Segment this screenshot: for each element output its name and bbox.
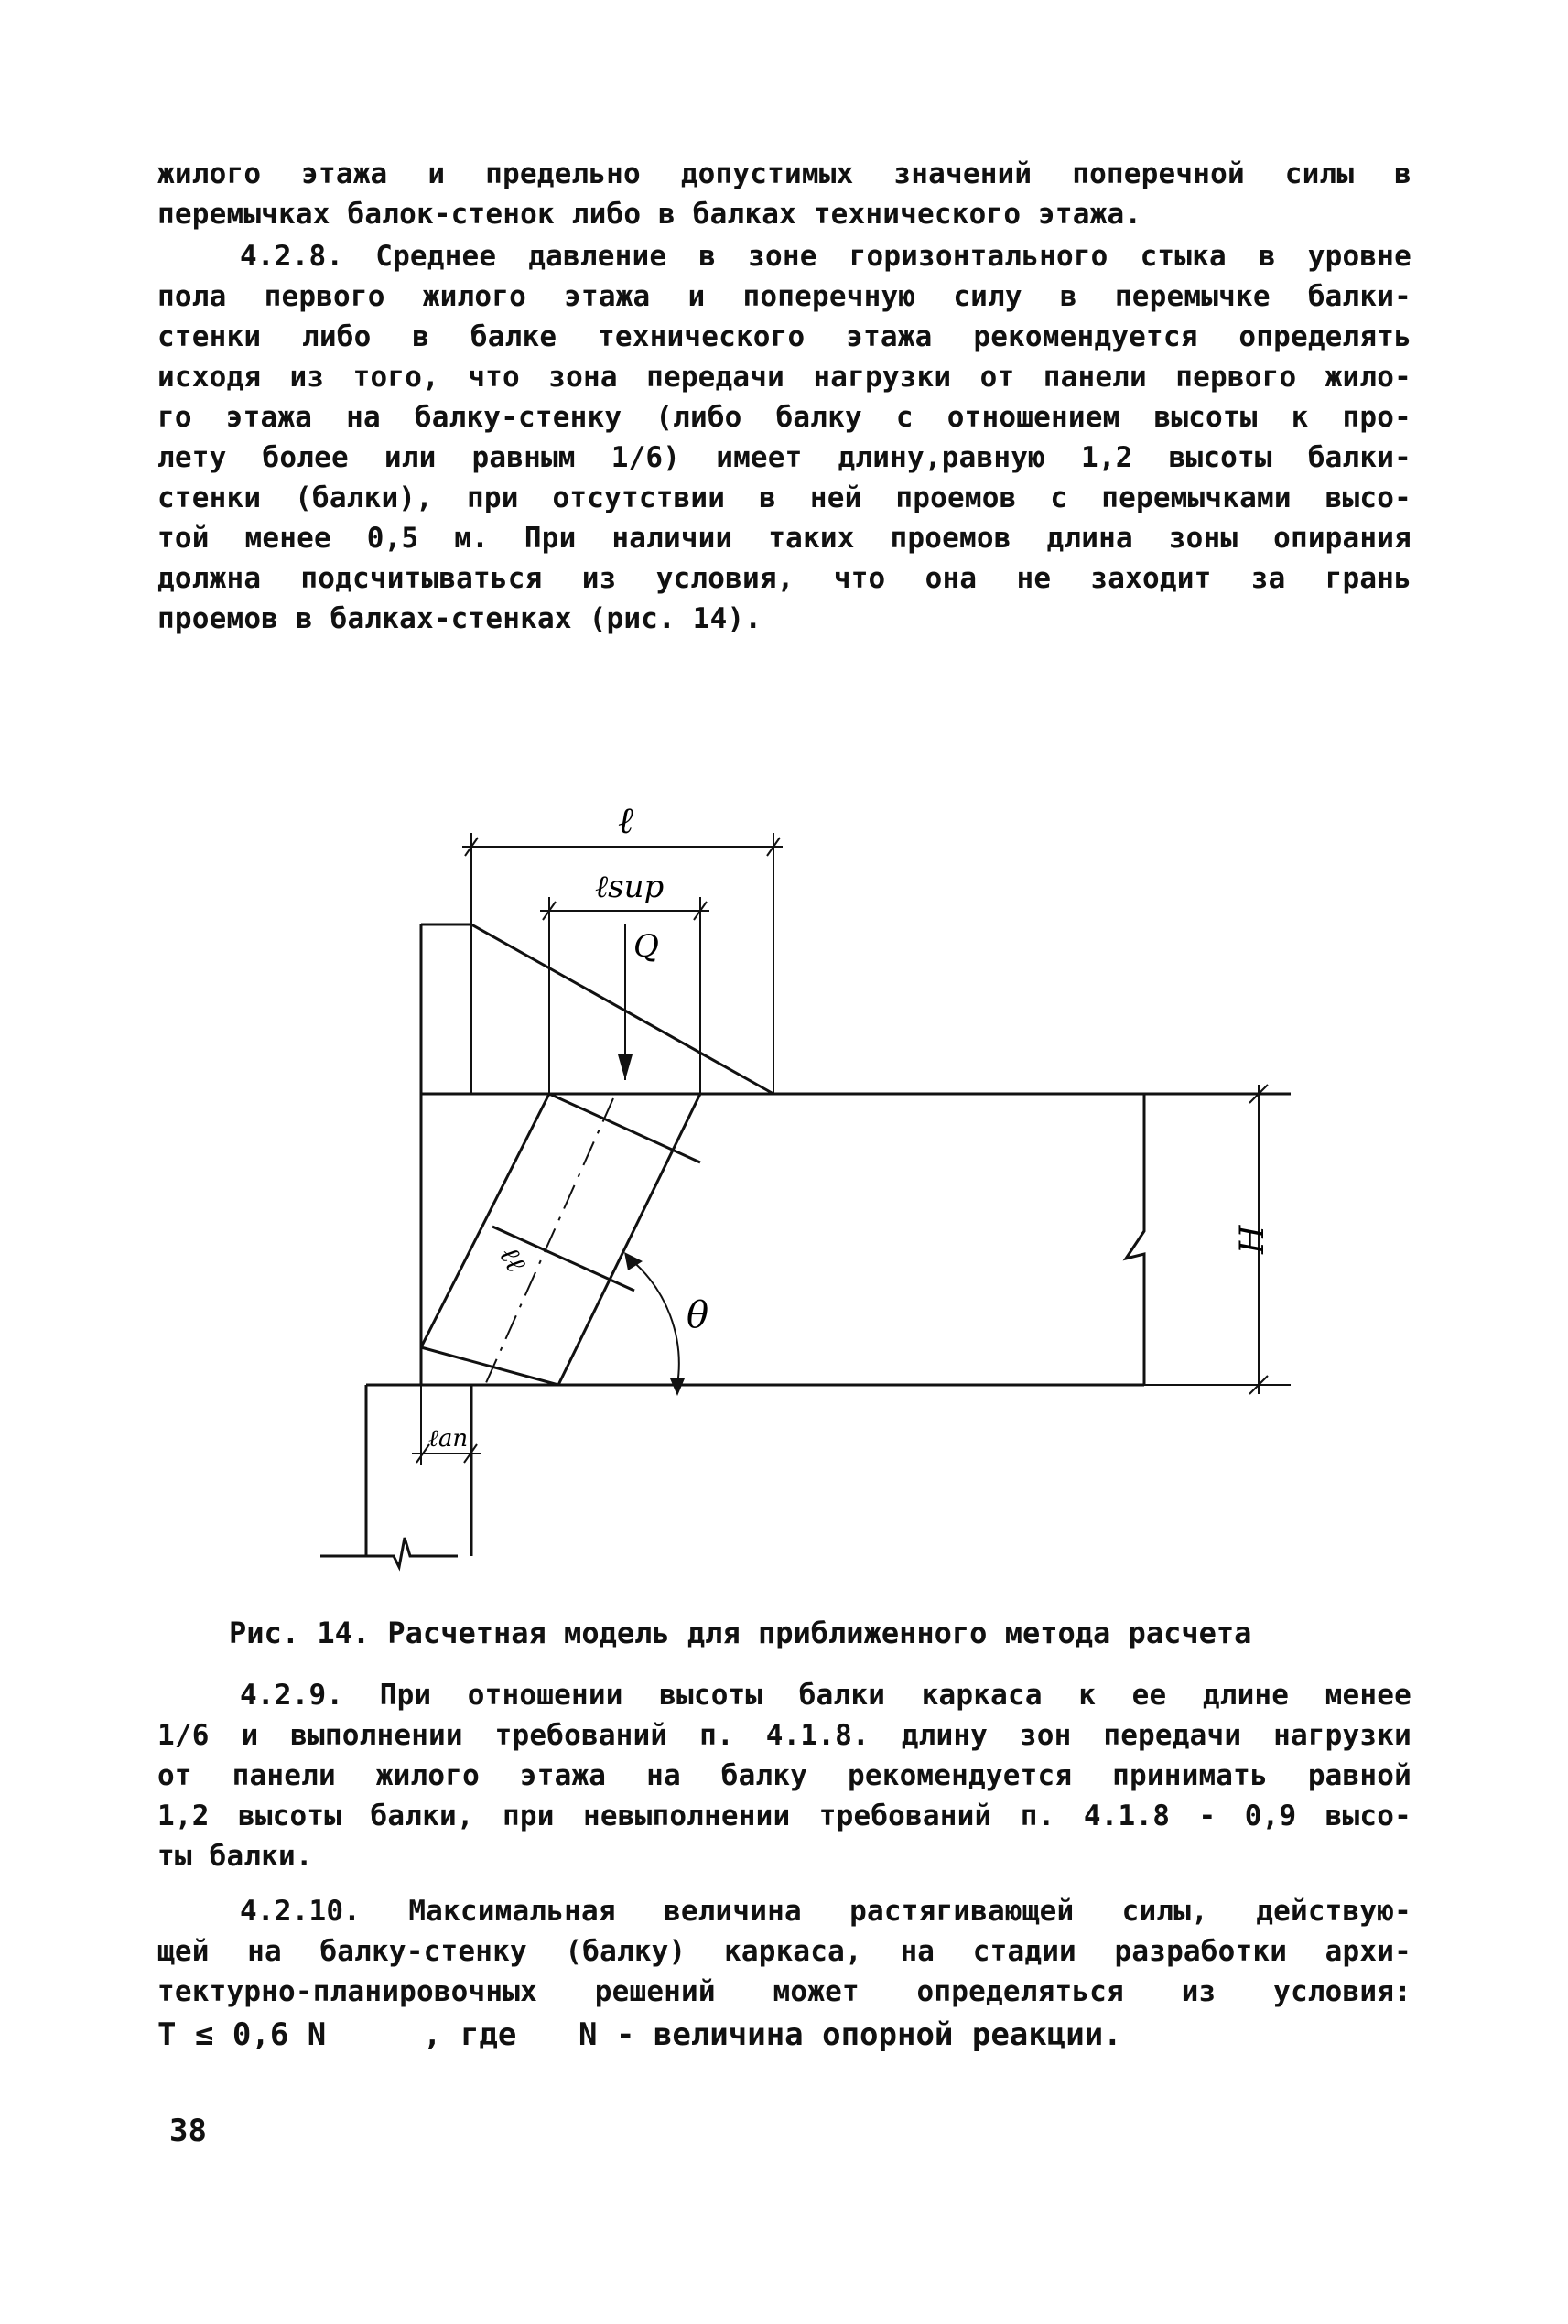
text-line: 1,2 высоты балки, при невыполнении требований п. 4.1.8 - 0,9 высо- <box>157 1800 1411 1832</box>
text-line: го этажа на балку-стенку (либо балку с отношением высоты к про- <box>157 401 1411 434</box>
formula-where: , где <box>423 2016 517 2053</box>
text-line: 4.2.10. Максимальная величина растягивающей силы, действую- <box>240 1895 1411 1928</box>
label-l-b: ℓℓ <box>492 1241 532 1278</box>
text-line: жилого этажа и предельно допустимых значений поперечной силы в <box>157 157 1411 190</box>
strut-bottom-cut <box>421 1347 558 1385</box>
text-line: 4.2.9. При отношении высоты балки каркаса к ее длине менее <box>240 1679 1411 1712</box>
formula-lhs: T ≤ 0,6 N <box>157 2016 327 2053</box>
text-line: пола первого жилого этажа и поперечную силу в перемычке балки- <box>157 280 1411 313</box>
text-line: стенки либо в балке технического этажа рекомендуется определять <box>157 320 1411 353</box>
text-line: 1/6 и выполнении требований п. 4.1.8. длину зон передачи нагрузки <box>157 1719 1411 1752</box>
text-line: стенки (балки), при отсутствии в ней проемов с перемычками высо- <box>157 481 1411 514</box>
label-q: Q <box>633 928 659 965</box>
theta-arc <box>630 1259 679 1385</box>
page-number: 38 <box>169 2113 207 2149</box>
text-line: тектурно-планировочных решений может определяться из условия: <box>157 1975 1411 2008</box>
text-line: щей на балку-стенку (балку) каркаса, на стадии разработки архи- <box>157 1935 1411 1968</box>
tension-formula <box>157 2014 1122 2056</box>
text-line: должна подсчитываться из условия, что она не заходит за грань <box>157 562 1411 595</box>
support-break-line <box>320 1538 458 1567</box>
text-line: исходя из того, что зона передачи нагрузки от панели первого жило- <box>157 361 1411 394</box>
design-model-diagram <box>302 714 1309 1593</box>
force-q-arrowhead <box>618 1054 633 1080</box>
figure-caption: Рис. 14. Расчетная модель для приближенного метода расчета <box>229 1616 1252 1650</box>
formula-rhs: N - величина опорной реакции. <box>579 2016 1122 2053</box>
strut-top-cut <box>549 1094 700 1162</box>
text-line: проемов в балках-стенках (рис. 14). <box>157 602 762 635</box>
text-line: той менее 0,5 м. При наличии таких проемов длина зоны опирания <box>157 522 1411 555</box>
label-h: H <box>1234 1225 1271 1254</box>
label-theta: θ <box>687 1294 709 1336</box>
beam-break-line <box>1126 1094 1144 1385</box>
text-line: лету более или равным 1/6) имеет длину,равную 1,2 высоты балки- <box>157 441 1411 474</box>
text-line: перемычках балок-стенок либо в балках технического этажа. <box>157 198 1142 231</box>
strut-right-edge <box>558 1094 700 1385</box>
text-line: от панели жилого этажа на балку рекомендуется принимать равной <box>157 1759 1411 1792</box>
label-l: ℓ <box>618 800 633 842</box>
label-l-an: ℓan <box>428 1425 469 1453</box>
text-line: 4.2.8. Среднее давление в зоне горизонтального стыка в уровне <box>240 240 1411 273</box>
text-line: ты балки. <box>157 1840 313 1873</box>
label-l-sup: ℓsup <box>595 869 665 905</box>
strut-axis <box>485 1098 613 1385</box>
strut-left-edge <box>421 1094 549 1347</box>
